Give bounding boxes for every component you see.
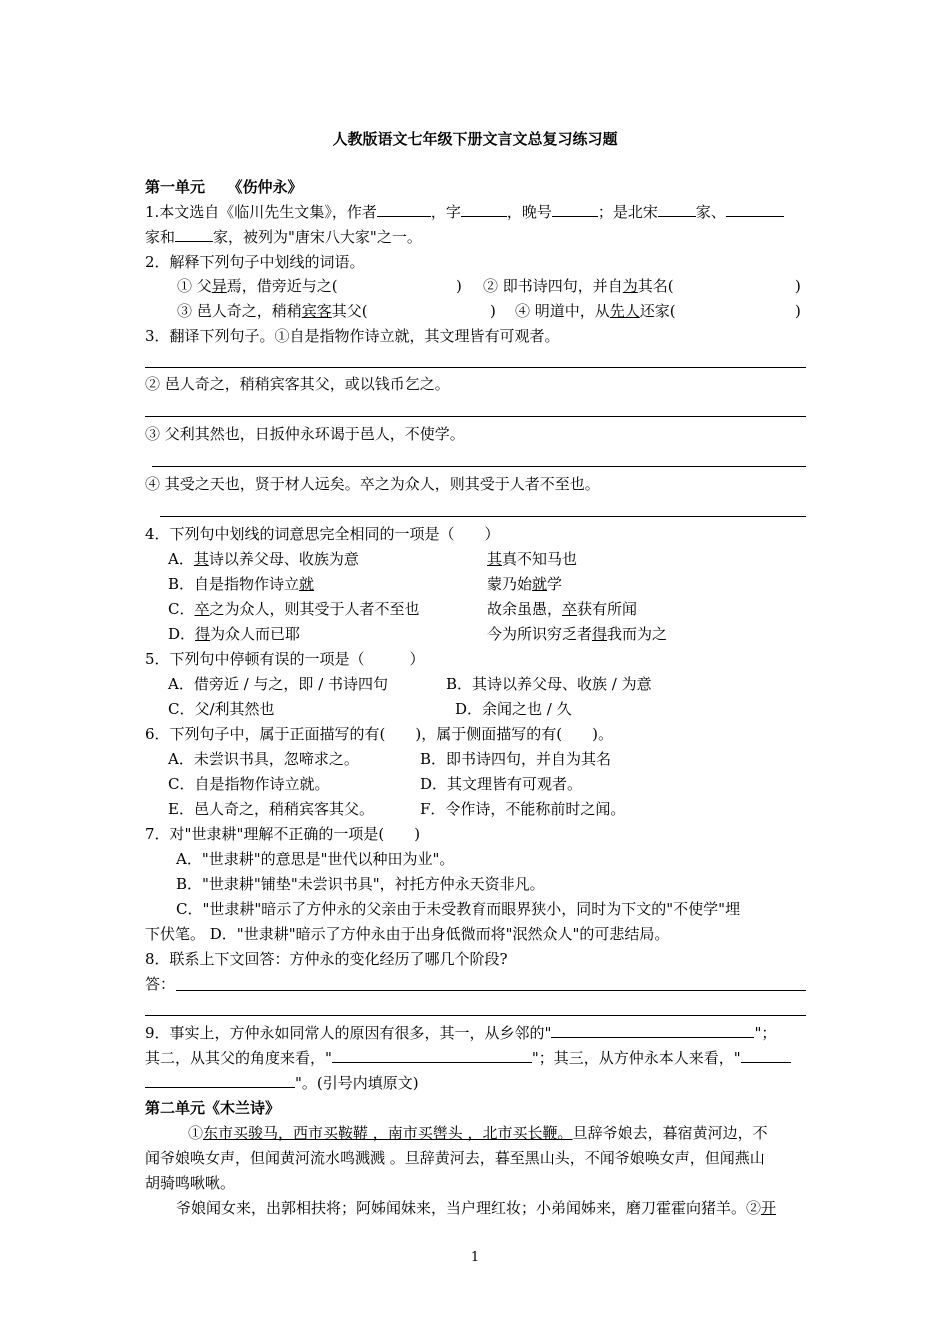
- q2-item3: ③ 邑人奇之，稍稍宾客其父(: [177, 302, 368, 320]
- answer-blank[interactable]: [377, 202, 431, 217]
- unit2-para2-line1: 爷娘闻女来，出郭相扶将；阿姊闻妹来，当户理红妆；小弟闻姊来，磨刀霍霍向猪羊。②开: [176, 1199, 777, 1217]
- q4-option-a-compare: 其真不知马也: [487, 550, 578, 568]
- q7-text: 7．对"世隶耕"理解不正确的一项是( ): [145, 825, 421, 843]
- q3-sentence4: ④ 其受之天也，贤于材人远矣。卒之为众人，则其受于人者不至也。: [145, 475, 600, 493]
- q4-option-c-compare: 故余虽愚，卒获有所闻: [487, 600, 638, 618]
- answer-line[interactable]: [145, 1015, 806, 1016]
- q6-text: 6．下列句子中，属于正面描写的有( )，属于侧面描写的有( )。: [145, 725, 613, 743]
- q4-option-a[interactable]: A．其诗以养父母、收族为意: [168, 550, 359, 568]
- q2-item4: ④ 明道中，从先人还家(: [515, 302, 676, 320]
- q7-option-b[interactable]: B．"世隶耕"铺垫"未尝识书具"，衬托方仲永天资非凡。: [176, 875, 545, 893]
- answer-line[interactable]: [145, 416, 806, 417]
- answer-line[interactable]: [152, 466, 806, 467]
- q4-option-b[interactable]: B．自是指物作诗立就: [168, 575, 315, 593]
- answer-blank[interactable]: [461, 202, 507, 217]
- q9-line2: 其二，从其父的角度来看，" "；其三，从方仲永本人来看，": [145, 1048, 791, 1068]
- q4-text: 4．下列句中划线的词意思完全相同的一项是（ ）: [145, 525, 500, 543]
- q1-line2: 家和 家，被列为"唐宋八大家"之一。: [145, 228, 422, 246]
- paren-close: ): [490, 302, 496, 320]
- q2-text: 2．解释下列句子中划线的词语。: [145, 253, 365, 271]
- q7-option-a[interactable]: A．"世隶耕"的意思是"世代以种田为业"。: [176, 850, 455, 868]
- unit2-para1-line1: ①东市买骏马，西市买鞍鞯 ，南市买辔头 ，北市买长鞭。旦辞爷娘去，暮宿黄河边，不: [188, 1124, 768, 1142]
- q3-sentence2: ② 邑人奇之，稍稍宾客其父，或以钱币乞之。: [145, 375, 450, 393]
- answer-blank[interactable]: [741, 1048, 791, 1063]
- answer-blank[interactable]: [551, 1023, 754, 1038]
- paren-close: ): [456, 277, 462, 295]
- answer-blank[interactable]: [332, 1048, 532, 1063]
- q4-option-d[interactable]: D．得为众人而已耶: [168, 625, 301, 643]
- answer-line[interactable]: [160, 516, 806, 517]
- unit1-heading: 第一单元 《伤仲永》: [145, 178, 303, 196]
- q7-option-c-cont[interactable]: 下伏笔。 D．"世隶耕"暗示了方仲永由于出身低微而将"泯然众人"的可悲结局。: [145, 925, 670, 943]
- q6-option-c[interactable]: C．自是指物作诗立就。: [168, 775, 330, 793]
- answer-line[interactable]: [145, 367, 806, 368]
- page-number: 1: [470, 1250, 480, 1265]
- paren-close: ): [795, 277, 801, 295]
- q1-line1: 1.本文选自《临川先生文集》，作者 ，字 ，晚号 ；是北宋 家、: [145, 202, 784, 222]
- q4-option-d-compare: 今为所识穷乏者得我而为之: [487, 625, 668, 643]
- answer-blank[interactable]: [726, 202, 784, 217]
- answer-blank[interactable]: [552, 202, 598, 217]
- q5-option-a[interactable]: A．借旁近 / 与之，即 / 书诗四句: [168, 675, 389, 693]
- q4-option-b-compare: 蒙乃始就学: [487, 575, 563, 593]
- q7-option-c[interactable]: C．"世隶耕"暗示了方仲永的父亲由于未受教育而眼界狭小，同时为下文的"不使学"埋: [176, 900, 741, 918]
- q6-option-e[interactable]: E．邑人奇之，稍稍宾客其父。: [168, 800, 374, 818]
- q6-option-d[interactable]: D．其文理皆有可观者。: [420, 775, 583, 793]
- q6-option-a[interactable]: A．未尝识书具，忽啼求之。: [168, 750, 359, 768]
- q5-option-c[interactable]: C．父/利其然也: [168, 700, 275, 718]
- page-title: 人教版语文七年级下册文言文总复习练习题: [332, 130, 618, 148]
- unit2-heading: 第二单元《木兰诗》: [145, 1099, 281, 1117]
- q3-sentence3: ③ 父利其然也，日扳仲永环谒于邑人，不使学。: [145, 425, 465, 443]
- q2-item2: ② 即书诗四句，并自为其名(: [483, 277, 674, 295]
- q8-text: 8．联系上下文回答：方仲永的变化经历了哪几个阶段?: [145, 950, 508, 968]
- unit2-para1-line3: 胡骑鸣啾啾。: [145, 1174, 236, 1192]
- q5-text: 5．下列句中停顿有误的一项是（ ）: [145, 650, 425, 668]
- answer-blank[interactable]: [145, 1073, 295, 1088]
- q9-line3: "。(引号内填原文): [145, 1073, 419, 1093]
- q5-option-b[interactable]: B．其诗以养父母、收族 / 为意: [446, 675, 652, 693]
- q3-text: 3．翻译下列句子。①自是指物作诗立就，其文理皆有可观者。: [145, 327, 560, 345]
- unit2-para1-line2: 闻爷娘唤女声，但闻黄河流水鸣溅溅 。旦辞黄河去，暮至黑山头，不闻爷娘唤女声，但闻燕山: [145, 1149, 765, 1167]
- q6-option-b[interactable]: B．即书诗四句，并自为其名: [420, 750, 612, 768]
- q4-option-c[interactable]: C．卒之为众人，则其受于人者不至也: [168, 600, 420, 618]
- q6-option-f[interactable]: F．令作诗，不能称前时之闻。: [420, 800, 626, 818]
- answer-blank[interactable]: [658, 202, 696, 217]
- q9-line1: 9．事实上，方仲永如同常人的原因有很多，其一，从乡邻的" "；: [145, 1024, 777, 1042]
- q2-item1: ① 父异焉，借旁近与之(: [177, 277, 338, 295]
- paren-close: ): [795, 302, 801, 320]
- q5-option-d[interactable]: D．余闻之也 / 久: [455, 700, 572, 718]
- answer-line[interactable]: [176, 990, 806, 991]
- q8-answer-label: 答：: [145, 975, 176, 993]
- answer-blank[interactable]: [175, 227, 213, 242]
